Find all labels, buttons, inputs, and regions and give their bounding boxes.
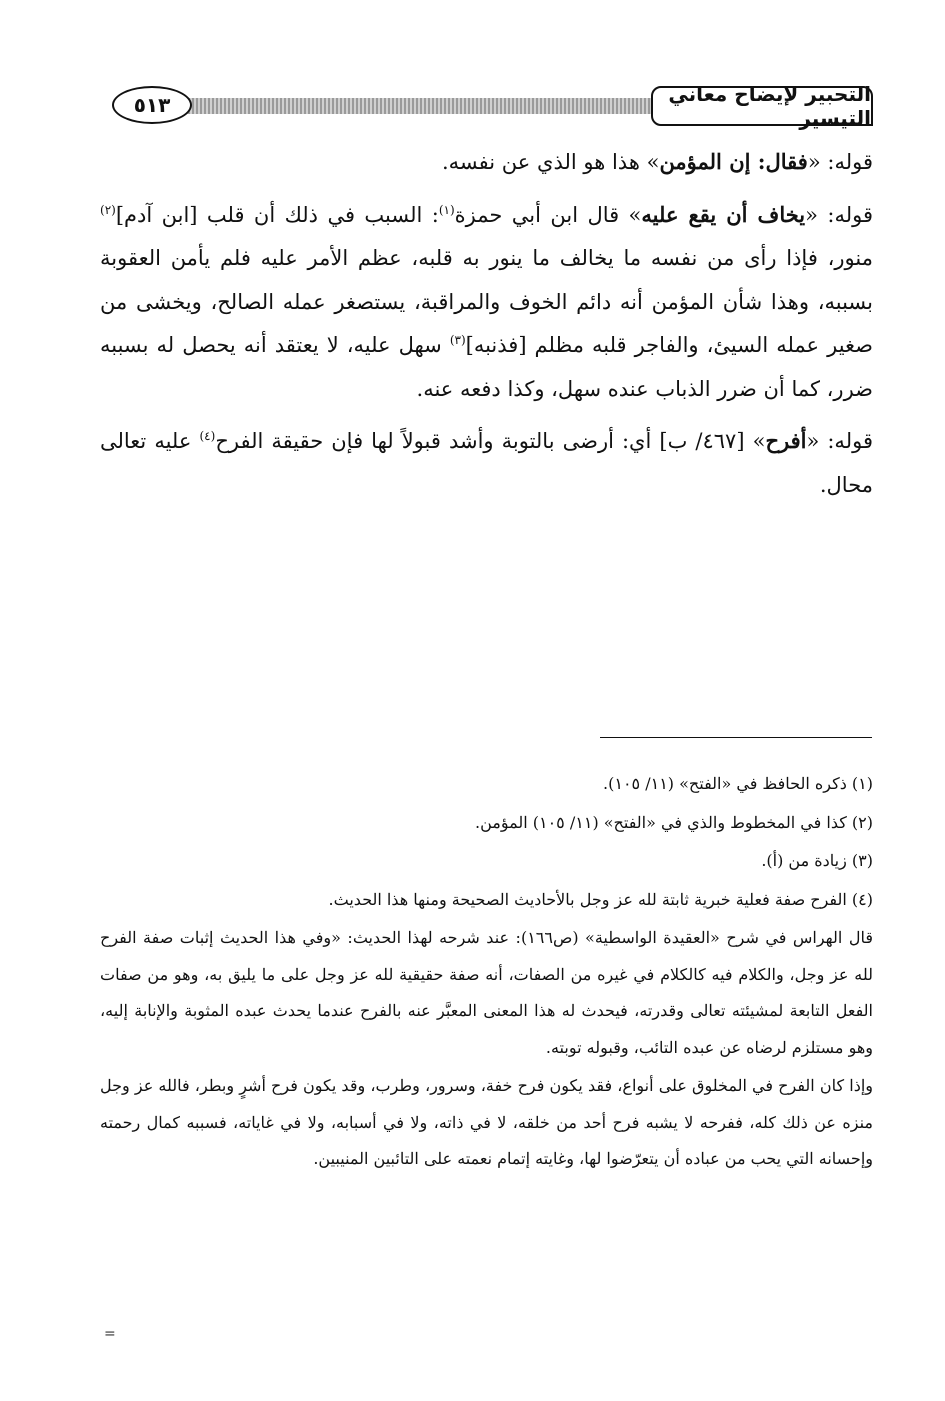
footnote-4-continuation: وإذا كان الفرح في المخلوق على أنواع، فقد يكون فرح خفة، وسرور، وطرب، وقد يكون فرح أشرٍ وبطر، فالله عز وجل منزه عن ذلك كله، ففرحه لا يشبه فرح أحد من خلقه، لا في ذاته، ولا في أسبابه، ولا في غاياته، فسببه كمال رحمته وإحسانه التي يحب من عباده أن يتعرّضوا لها، وغايته إتمام نعمته على التائبين المنيبين. <box>100 1076 873 1168</box>
paragraph-3-rest: عليه تعالى محال. <box>100 429 873 497</box>
footnote-1: (١) ذكره الحافظ في «الفتح» (١١/ ١٠٥). <box>603 774 873 793</box>
footnotes <box>100 766 873 1180</box>
paragraph-1-lead: قوله: « <box>807 150 873 174</box>
footnote-ref-3: (٣) <box>449 333 466 347</box>
paragraph-3 <box>100 419 873 507</box>
paragraph-1 <box>100 140 873 185</box>
paragraph-3-keyword: أفرح <box>765 428 807 453</box>
continuation-mark: = <box>104 1326 116 1342</box>
paragraph-3-text: » [٤٦٧/ ب] أي: أرضى بالتوبة وأشد قبولاً لها فإن حقيقة الفرح <box>215 429 766 453</box>
footnote-ref-1: (١) <box>438 202 455 217</box>
footnote-2: (٢) كذا في المخطوط والذي في «الفتح» (١١/ ١٠٥) المؤمن. <box>474 812 873 832</box>
paragraph-2-rest: منور، فإذا رأى من نفسه ما يخالف ما ينور به قلبه، عظم الأمر عليه فلم يأمن العقوبة بسببه، وهذا شأن المؤمن أنه دائم الخوف والمراقبة، يستصغر عمله الصالح، ويخشى من صغير عمله السيئ، والفاجر قلبه مظلم [فذنبه] <box>100 246 873 357</box>
paragraph-2-end: سهل عليه، لا يعتقد أنه يحصل له بسببه ضرر، كما أن ضرر الذباب عنده سهل، وكذا دفعه عنه. <box>100 333 873 401</box>
running-header <box>100 82 873 134</box>
paragraph-1-text: » هذا هو الذي عن نفسه. <box>442 150 660 174</box>
paragraph-3-lead: قوله: « <box>806 429 873 453</box>
footnote-3: (٣) زيادة من (أ). <box>761 851 873 870</box>
paragraph-2-lead: قوله: « <box>805 202 874 227</box>
paragraph-2-text: » قال ابن أبي حمزة <box>454 202 642 227</box>
paragraph-2-mid: : السبب في ذلك أن قلب [ابن آدم] <box>115 202 439 227</box>
paragraph-1-keyword: فقال: إن المؤمن <box>659 149 808 174</box>
header-ornament-band <box>160 98 663 114</box>
footnote-separator <box>600 737 872 738</box>
book-title: التحبير لإيضاح معاني التيسير <box>651 86 873 126</box>
footnote-ref-2: (٢) <box>100 202 116 217</box>
main-text <box>100 140 873 515</box>
page-number: ٥١٣ <box>112 86 192 124</box>
footnote-4: (٤) الفرح صفة فعلية خبرية ثابتة لله عز وجل بالأحاديث الصحيحة ومنها هذا الحديث. <box>328 889 873 909</box>
footnote-4-quote: قال الهراس في شرح «العقيدة الواسطية» (ص١٦٦): عند شرحه لهذا الحديث: «وفي هذا الحديث إثبات صفة الفرح لله عز وجل، والكلام فيه كالكلام في غيره من الصفات، أنه صفة حقيقية لله عز وجل على ما يليق به، وهو من صفات الفعل التابعة لمشيئته تعالى وقدرته، فيحدث له هذا المعنى المعبَّر عنه بالفرح عندما يحدث عبده المثوبة والإنابة إليه، وهو مستلزم لرضاه عن عبده التائب، وقبوله توبته. <box>100 928 873 1057</box>
paragraph-2-keyword: يخاف أن يقع عليه <box>641 201 806 227</box>
footnote-ref-4: (٤) <box>199 429 216 443</box>
paragraph-2 <box>100 193 873 412</box>
